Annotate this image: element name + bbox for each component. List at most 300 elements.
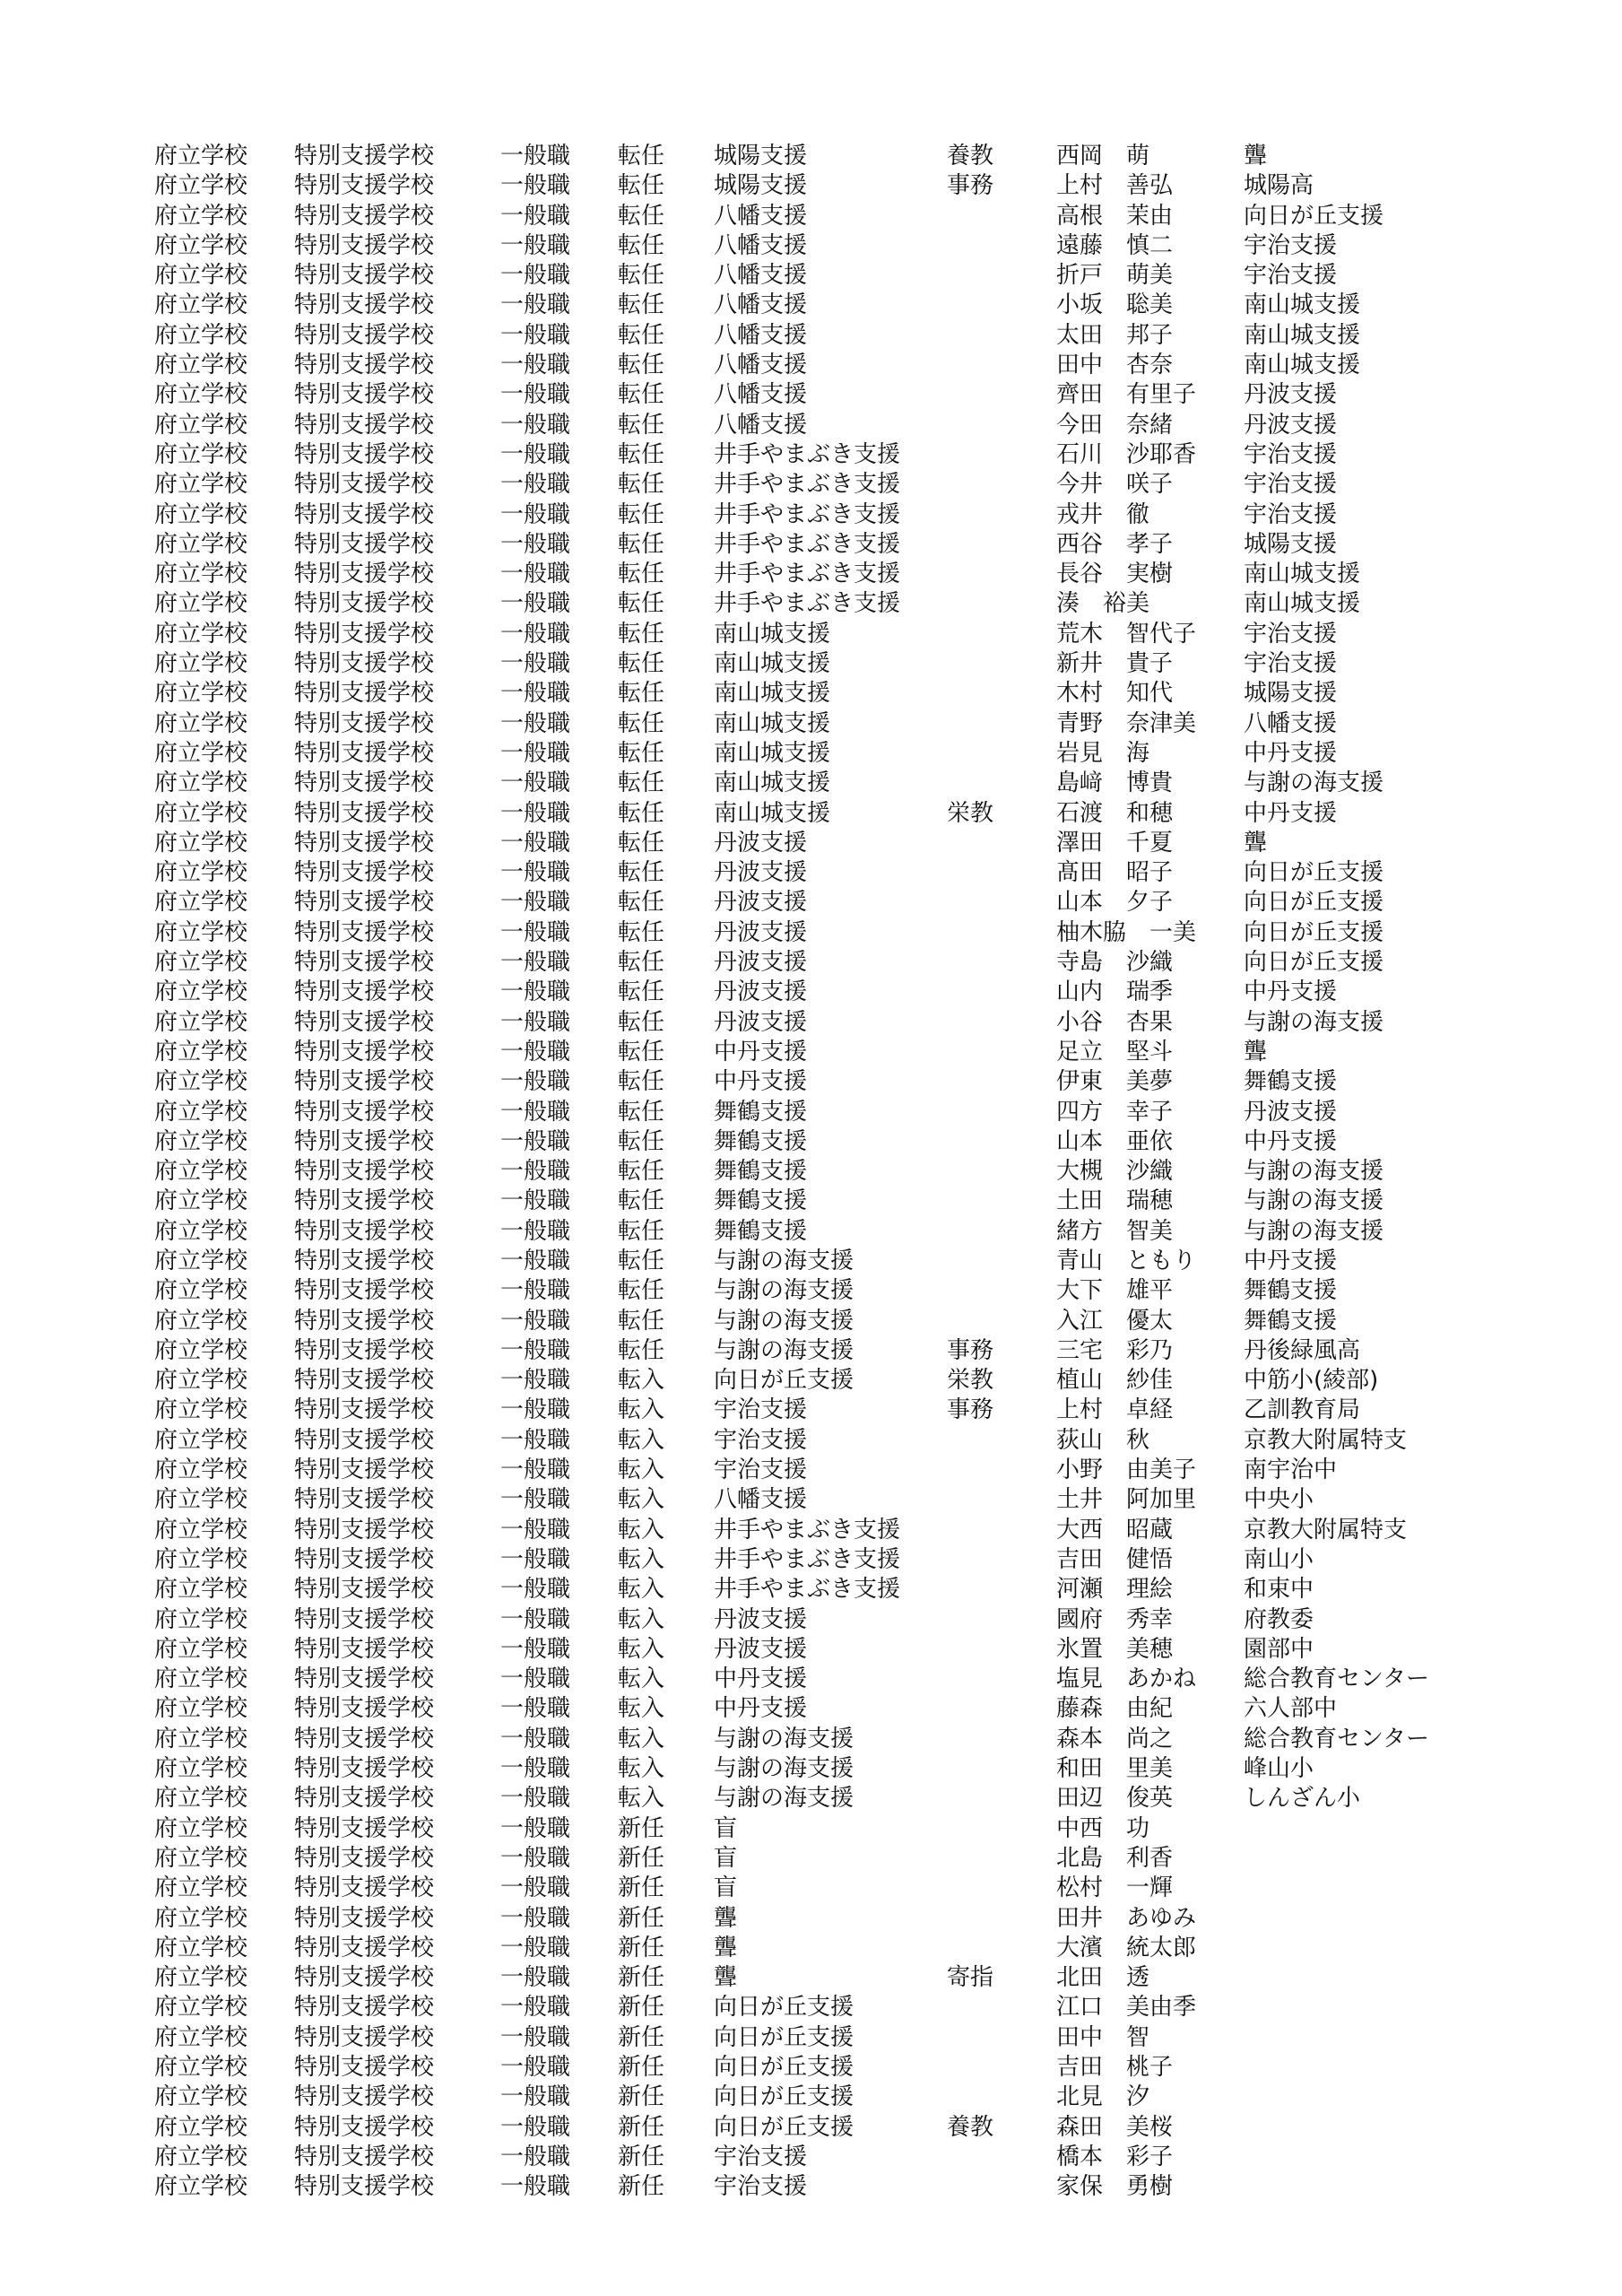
- category-cell: 府立学校: [154, 1844, 248, 1872]
- person-name-cell: 青山 ともり: [1056, 1247, 1197, 1274]
- category-cell: 府立学校: [154, 918, 248, 946]
- transfer-type-cell: 転入: [618, 1516, 665, 1544]
- table-row: [0, 560, 1622, 589]
- transfer-type-cell: 転入: [618, 1486, 665, 1514]
- transfer-type-cell: 転入: [618, 1755, 665, 1783]
- school-type-cell: 特別支援学校: [294, 202, 435, 230]
- school-type-cell: 特別支援学校: [294, 411, 435, 439]
- person-name-cell: 太田 邦子: [1056, 321, 1174, 349]
- assigned-school-cell: 聾: [714, 1934, 738, 1961]
- transfer-type-cell: 転任: [618, 1217, 665, 1245]
- table-row: [0, 1396, 1622, 1425]
- category-cell: 府立学校: [154, 1994, 248, 2022]
- transfer-type-cell: 転任: [618, 1068, 665, 1096]
- category-cell: 府立学校: [154, 530, 248, 558]
- category-cell: 府立学校: [154, 561, 248, 588]
- table-row: [0, 589, 1622, 619]
- transfer-type-cell: 転入: [618, 1635, 665, 1663]
- job-class-cell: 一般職: [500, 2054, 571, 2081]
- transfer-type-cell: 転任: [618, 620, 665, 648]
- table-row: [0, 2083, 1622, 2112]
- job-class-cell: 一般職: [500, 1635, 571, 1663]
- person-name-cell: 西岡 萌: [1056, 143, 1150, 170]
- school-type-cell: 特別支援学校: [294, 1187, 435, 1215]
- person-name-cell: 石川 沙耶香: [1056, 440, 1197, 468]
- school-type-cell: 特別支援学校: [294, 381, 435, 409]
- assigned-school-cell: 南山城支援: [714, 680, 831, 708]
- transfer-type-cell: 転入: [618, 1457, 665, 1484]
- job-class-cell: 一般職: [500, 1576, 571, 1604]
- assigned-school-cell: 舞鶴支援: [714, 1187, 808, 1215]
- assigned-school-cell: 南山城支援: [714, 770, 831, 797]
- assigned-school-cell: 向日が丘支援: [714, 2083, 854, 2111]
- category-cell: 府立学校: [154, 1964, 248, 1992]
- table-row: [0, 1874, 1622, 1903]
- category-cell: 府立学校: [154, 440, 248, 468]
- job-class-cell: 一般職: [500, 1844, 571, 1872]
- transfer-type-cell: 転任: [618, 143, 665, 170]
- transfer-type-cell: 新任: [618, 1994, 665, 2022]
- transfer-type-cell: 新任: [618, 2054, 665, 2081]
- assigned-school-cell: 井手やまぶき支援: [714, 500, 901, 528]
- table-row: [0, 1187, 1622, 1216]
- job-class-cell: 一般職: [500, 561, 571, 588]
- table-row: [0, 888, 1622, 918]
- assigned-school-cell: 八幡支援: [714, 411, 808, 439]
- person-name-cell: 澤田 千夏: [1056, 829, 1174, 857]
- table-row: [0, 321, 1622, 351]
- category-cell: 府立学校: [154, 2083, 248, 2111]
- transfer-type-cell: 転入: [618, 1605, 665, 1633]
- assigned-school-cell: 丹波支援: [714, 978, 808, 1006]
- previous-school-cell: 丹波支援: [1244, 381, 1338, 409]
- transfer-type-cell: 転任: [618, 1187, 665, 1215]
- person-name-cell: 北見 汐: [1056, 2083, 1150, 2111]
- school-type-cell: 特別支援学校: [294, 1038, 435, 1065]
- job-class-cell: 一般職: [500, 1396, 571, 1424]
- school-type-cell: 特別支援学校: [294, 1367, 435, 1395]
- table-row: [0, 530, 1622, 560]
- category-cell: 府立学校: [154, 1068, 248, 1096]
- previous-school-cell: 峰山小: [1244, 1755, 1314, 1783]
- category-cell: 府立学校: [154, 1367, 248, 1395]
- school-type-cell: 特別支援学校: [294, 2113, 435, 2141]
- school-type-cell: 特別支援学校: [294, 143, 435, 170]
- transfer-type-cell: 転任: [618, 590, 665, 618]
- table-row: [0, 948, 1622, 978]
- previous-school-cell: 城陽支援: [1244, 530, 1338, 558]
- job-class-cell: 一般職: [500, 889, 571, 917]
- category-cell: 府立学校: [154, 1785, 248, 1813]
- transfer-type-cell: 転任: [618, 650, 665, 678]
- table-row: [0, 1067, 1622, 1097]
- job-class-cell: 一般職: [500, 1665, 571, 1693]
- transfer-type-cell: 新任: [618, 1874, 665, 1902]
- assigned-school-cell: 南山城支援: [714, 799, 831, 827]
- table-row: [0, 1605, 1622, 1635]
- school-type-cell: 特別支援学校: [294, 620, 435, 648]
- person-name-cell: 小野 由美子: [1056, 1457, 1197, 1484]
- previous-school-cell: 園部中: [1244, 1635, 1314, 1663]
- position-cell: 事務: [947, 1336, 994, 1364]
- school-type-cell: 特別支援学校: [294, 231, 435, 259]
- assigned-school-cell: 丹波支援: [714, 889, 808, 917]
- category-cell: 府立学校: [154, 770, 248, 797]
- category-cell: 府立学校: [154, 1098, 248, 1126]
- assigned-school-cell: 聾: [714, 1904, 738, 1932]
- transfer-type-cell: 転任: [618, 889, 665, 917]
- category-cell: 府立学校: [154, 680, 248, 708]
- assigned-school-cell: 宇治支援: [714, 2173, 808, 2201]
- assigned-school-cell: 舞鶴支援: [714, 1098, 808, 1126]
- job-class-cell: 一般職: [500, 1545, 571, 1573]
- table-row: [0, 1247, 1622, 1276]
- position-cell: 栄教: [947, 1367, 994, 1395]
- transfer-type-cell: 転任: [618, 500, 665, 528]
- school-type-cell: 特別支援学校: [294, 471, 435, 499]
- assigned-school-cell: 宇治支援: [714, 2143, 808, 2170]
- previous-school-cell: 向日が丘支援: [1244, 889, 1384, 917]
- category-cell: 府立学校: [154, 1934, 248, 1961]
- person-name-cell: 塩見 あかね: [1056, 1665, 1197, 1693]
- school-type-cell: 特別支援学校: [294, 709, 435, 737]
- school-type-cell: 特別支援学校: [294, 1486, 435, 1514]
- table-row: [0, 171, 1622, 201]
- transfer-type-cell: 転任: [618, 1127, 665, 1155]
- table-row: [0, 829, 1622, 858]
- assigned-school-cell: 南山城支援: [714, 620, 831, 648]
- job-class-cell: 一般職: [500, 1247, 571, 1274]
- job-class-cell: 一般職: [500, 1277, 571, 1305]
- transfer-type-cell: 転任: [618, 231, 665, 259]
- previous-school-cell: 城陽支援: [1244, 680, 1338, 708]
- assigned-school-cell: 八幡支援: [714, 352, 808, 379]
- previous-school-cell: 総合教育センター: [1244, 1725, 1429, 1752]
- person-name-cell: 湊 裕美: [1056, 590, 1150, 618]
- assigned-school-cell: 井手やまぶき支援: [714, 1545, 901, 1573]
- table-row: [0, 1127, 1622, 1157]
- person-name-cell: 三宅 彩乃: [1056, 1336, 1174, 1364]
- category-cell: 府立学校: [154, 650, 248, 678]
- category-cell: 府立学校: [154, 1545, 248, 1573]
- job-class-cell: 一般職: [500, 1038, 571, 1065]
- person-name-cell: 和田 里美: [1056, 1755, 1174, 1783]
- assigned-school-cell: 丹波支援: [714, 949, 808, 977]
- job-class-cell: 一般職: [500, 1486, 571, 1514]
- table-row: [0, 500, 1622, 530]
- table-row: [0, 739, 1622, 769]
- job-class-cell: 一般職: [500, 1934, 571, 1961]
- transfer-type-cell: 転任: [618, 1247, 665, 1274]
- assigned-school-cell: 八幡支援: [714, 262, 808, 290]
- table-row: [0, 440, 1622, 470]
- table-row: [0, 1157, 1622, 1187]
- person-name-cell: 國府 秀幸: [1056, 1605, 1174, 1633]
- previous-school-cell: 南宇治中: [1244, 1457, 1338, 1484]
- category-cell: 府立学校: [154, 500, 248, 528]
- person-name-cell: 大槻 沙織: [1056, 1158, 1174, 1186]
- table-row: [0, 1934, 1622, 1963]
- previous-school-cell: 与謝の海支援: [1244, 1217, 1384, 1245]
- transfer-type-cell: 転任: [618, 709, 665, 737]
- transfer-type-cell: 転任: [618, 1038, 665, 1065]
- job-class-cell: 一般職: [500, 739, 571, 767]
- transfer-type-cell: 新任: [618, 1814, 665, 1842]
- assigned-school-cell: 井手やまぶき支援: [714, 1576, 901, 1604]
- transfer-type-cell: 転入: [618, 1695, 665, 1723]
- school-type-cell: 特別支援学校: [294, 829, 435, 857]
- assigned-school-cell: 丹波支援: [714, 918, 808, 946]
- school-type-cell: 特別支援学校: [294, 500, 435, 528]
- category-cell: 府立学校: [154, 709, 248, 737]
- job-class-cell: 一般職: [500, 291, 571, 319]
- previous-school-cell: 宇治支援: [1244, 650, 1338, 678]
- table-row: [0, 1963, 1622, 1993]
- transfer-type-cell: 転任: [618, 471, 665, 499]
- category-cell: 府立学校: [154, 411, 248, 439]
- transfer-type-cell: 新任: [618, 1904, 665, 1932]
- job-class-cell: 一般職: [500, 709, 571, 737]
- person-name-cell: 田中 杏奈: [1056, 352, 1174, 379]
- category-cell: 府立学校: [154, 590, 248, 618]
- transfer-type-cell: 転任: [618, 1307, 665, 1335]
- assigned-school-cell: 舞鶴支援: [714, 1127, 808, 1155]
- transfer-type-cell: 転任: [618, 680, 665, 708]
- transfer-type-cell: 転任: [618, 262, 665, 290]
- school-type-cell: 特別支援学校: [294, 1874, 435, 1902]
- person-name-cell: 長谷 実樹: [1056, 561, 1174, 588]
- previous-school-cell: 中筋小(綾部): [1244, 1367, 1379, 1395]
- job-class-cell: 一般職: [500, 1457, 571, 1484]
- previous-school-cell: 六人部中: [1244, 1695, 1338, 1723]
- category-cell: 府立学校: [154, 2143, 248, 2170]
- person-name-cell: 寺島 沙織: [1056, 949, 1174, 977]
- previous-school-cell: 与謝の海支援: [1244, 770, 1384, 797]
- person-name-cell: 岩見 海: [1056, 739, 1150, 767]
- category-cell: 府立学校: [154, 889, 248, 917]
- school-type-cell: 特別支援学校: [294, 978, 435, 1006]
- person-name-cell: 高根 茉由: [1056, 202, 1174, 230]
- job-class-cell: 一般職: [500, 650, 571, 678]
- category-cell: 府立学校: [154, 1725, 248, 1752]
- previous-school-cell: 舞鶴支援: [1244, 1277, 1338, 1305]
- assigned-school-cell: 聾: [714, 1964, 738, 1992]
- assigned-school-cell: 八幡支援: [714, 1486, 808, 1514]
- category-cell: 府立学校: [154, 1336, 248, 1364]
- transfer-type-cell: 転任: [618, 739, 665, 767]
- previous-school-cell: 八幡支援: [1244, 709, 1338, 737]
- school-type-cell: 特別支援学校: [294, 680, 435, 708]
- category-cell: 府立学校: [154, 2023, 248, 2051]
- transfer-type-cell: 転入: [618, 1576, 665, 1604]
- table-row: [0, 1904, 1622, 1934]
- job-class-cell: 一般職: [500, 1008, 571, 1036]
- table-row: [0, 1694, 1622, 1724]
- job-class-cell: 一般職: [500, 1068, 571, 1096]
- assigned-school-cell: 丹波支援: [714, 829, 808, 857]
- person-name-cell: 戎井 徹: [1056, 500, 1150, 528]
- person-name-cell: 小坂 聡美: [1056, 291, 1174, 319]
- person-name-cell: 大濱 統太郎: [1056, 1934, 1197, 1961]
- school-type-cell: 特別支援学校: [294, 1994, 435, 2022]
- category-cell: 府立学校: [154, 2173, 248, 2201]
- school-type-cell: 特別支援学校: [294, 1844, 435, 1872]
- transfer-type-cell: 転入: [618, 1725, 665, 1752]
- assigned-school-cell: 向日が丘支援: [714, 2023, 854, 2051]
- school-type-cell: 特別支援学校: [294, 1545, 435, 1573]
- school-type-cell: 特別支援学校: [294, 1277, 435, 1305]
- job-class-cell: 一般職: [500, 1367, 571, 1395]
- job-class-cell: 一般職: [500, 918, 571, 946]
- category-cell: 府立学校: [154, 1247, 248, 1274]
- person-name-cell: 上村 卓経: [1056, 1396, 1174, 1424]
- previous-school-cell: 和束中: [1244, 1576, 1314, 1604]
- job-class-cell: 一般職: [500, 620, 571, 648]
- category-cell: 府立学校: [154, 1158, 248, 1186]
- previous-school-cell: 城陽高: [1244, 172, 1314, 200]
- assigned-school-cell: 中丹支援: [714, 1665, 808, 1693]
- previous-school-cell: 中丹支援: [1244, 1247, 1338, 1274]
- previous-school-cell: しんざん小: [1244, 1785, 1361, 1813]
- assigned-school-cell: 宇治支援: [714, 1396, 808, 1424]
- person-name-cell: 入江 優太: [1056, 1307, 1174, 1335]
- job-class-cell: 一般職: [500, 1187, 571, 1215]
- person-name-cell: 大西 昭蔵: [1056, 1516, 1174, 1544]
- assigned-school-cell: 井手やまぶき支援: [714, 530, 901, 558]
- table-row: [0, 1426, 1622, 1456]
- assigned-school-cell: 向日が丘支援: [714, 2054, 854, 2081]
- previous-school-cell: 宇治支援: [1244, 231, 1338, 259]
- person-name-cell: 髙田 昭子: [1056, 859, 1174, 887]
- person-name-cell: 河瀬 理絵: [1056, 1576, 1174, 1604]
- category-cell: 府立学校: [154, 1814, 248, 1842]
- school-type-cell: 特別支援学校: [294, 1934, 435, 1961]
- person-name-cell: 植山 紗佳: [1056, 1367, 1174, 1395]
- previous-school-cell: 舞鶴支援: [1244, 1068, 1338, 1096]
- transfer-type-cell: 転任: [618, 770, 665, 797]
- transfer-type-cell: 新任: [618, 1844, 665, 1872]
- table-row: [0, 858, 1622, 888]
- transfer-type-cell: 転入: [618, 1426, 665, 1454]
- person-name-cell: 今井 咲子: [1056, 471, 1174, 499]
- assigned-school-cell: 盲: [714, 1874, 738, 1902]
- person-name-cell: 山本 亜依: [1056, 1127, 1174, 1155]
- school-type-cell: 特別支援学校: [294, 2054, 435, 2081]
- job-class-cell: 一般職: [500, 1605, 571, 1633]
- person-name-cell: 木村 知代: [1056, 680, 1174, 708]
- person-name-cell: 森田 美桜: [1056, 2113, 1174, 2141]
- category-cell: 府立学校: [154, 231, 248, 259]
- person-name-cell: 新井 貴子: [1056, 650, 1174, 678]
- category-cell: 府立学校: [154, 1874, 248, 1902]
- person-name-cell: 田井 あゆみ: [1056, 1904, 1197, 1932]
- job-class-cell: 一般職: [500, 1516, 571, 1544]
- job-class-cell: 一般職: [500, 1785, 571, 1813]
- school-type-cell: 特別支援学校: [294, 352, 435, 379]
- school-type-cell: 特別支援学校: [294, 1307, 435, 1335]
- school-type-cell: 特別支援学校: [294, 1695, 435, 1723]
- assigned-school-cell: 井手やまぶき支援: [714, 440, 901, 468]
- person-name-cell: 上村 善弘: [1056, 172, 1174, 200]
- job-class-cell: 一般職: [500, 1158, 571, 1186]
- category-cell: 府立学校: [154, 739, 248, 767]
- school-type-cell: 特別支援学校: [294, 1158, 435, 1186]
- category-cell: 府立学校: [154, 1755, 248, 1783]
- job-class-cell: 一般職: [500, 1904, 571, 1932]
- category-cell: 府立学校: [154, 1127, 248, 1155]
- school-type-cell: 特別支援学校: [294, 1904, 435, 1932]
- person-name-cell: 江口 美由季: [1056, 1994, 1197, 2022]
- category-cell: 府立学校: [154, 172, 248, 200]
- previous-school-cell: 聾: [1244, 143, 1268, 170]
- school-type-cell: 特別支援学校: [294, 1426, 435, 1454]
- previous-school-cell: 丹波支援: [1244, 1098, 1338, 1126]
- category-cell: 府立学校: [154, 2054, 248, 2081]
- transfer-type-cell: 新任: [618, 2143, 665, 2170]
- category-cell: 府立学校: [154, 799, 248, 827]
- previous-school-cell: 京教大附属特支: [1244, 1516, 1408, 1544]
- previous-school-cell: 与謝の海支援: [1244, 1008, 1384, 1036]
- previous-school-cell: 聾: [1244, 829, 1268, 857]
- transfer-type-cell: 転任: [618, 1008, 665, 1036]
- assigned-school-cell: 丹波支援: [714, 1635, 808, 1663]
- person-name-cell: 森本 尚之: [1056, 1725, 1174, 1752]
- school-type-cell: 特別支援学校: [294, 561, 435, 588]
- transfer-type-cell: 新任: [618, 2113, 665, 2141]
- assigned-school-cell: 与謝の海支援: [714, 1785, 854, 1813]
- school-type-cell: 特別支援学校: [294, 1814, 435, 1842]
- assigned-school-cell: 井手やまぶき支援: [714, 1516, 901, 1544]
- school-type-cell: 特別支援学校: [294, 530, 435, 558]
- table-row: [0, 261, 1622, 291]
- job-class-cell: 一般職: [500, 1964, 571, 1992]
- category-cell: 府立学校: [154, 829, 248, 857]
- transfer-type-cell: 転任: [618, 530, 665, 558]
- assigned-school-cell: 向日が丘支援: [714, 1994, 854, 2022]
- category-cell: 府立学校: [154, 1396, 248, 1424]
- school-type-cell: 特別支援学校: [294, 1755, 435, 1783]
- school-type-cell: 特別支援学校: [294, 291, 435, 319]
- previous-school-cell: 宇治支援: [1244, 620, 1338, 648]
- job-class-cell: 一般職: [500, 949, 571, 977]
- previous-school-cell: 舞鶴支援: [1244, 1307, 1338, 1335]
- school-type-cell: 特別支援学校: [294, 1457, 435, 1484]
- person-name-cell: 足立 堅斗: [1056, 1038, 1174, 1065]
- previous-school-cell: 聾: [1244, 1038, 1268, 1065]
- table-row: [0, 142, 1622, 171]
- table-row: [0, 1545, 1622, 1575]
- category-cell: 府立学校: [154, 1635, 248, 1663]
- category-cell: 府立学校: [154, 1038, 248, 1065]
- previous-school-cell: 南山城支援: [1244, 561, 1361, 588]
- previous-school-cell: 南山城支援: [1244, 291, 1361, 319]
- table-row: [0, 709, 1622, 739]
- job-class-cell: 一般職: [500, 500, 571, 528]
- assigned-school-cell: 与謝の海支援: [714, 1755, 854, 1783]
- job-class-cell: 一般職: [500, 590, 571, 618]
- table-row: [0, 769, 1622, 798]
- job-class-cell: 一般職: [500, 411, 571, 439]
- job-class-cell: 一般職: [500, 262, 571, 290]
- table-row: [0, 1038, 1622, 1067]
- school-type-cell: 特別支援学校: [294, 1247, 435, 1274]
- assigned-school-cell: 丹波支援: [714, 1605, 808, 1633]
- category-cell: 府立学校: [154, 1605, 248, 1633]
- assigned-school-cell: 宇治支援: [714, 1426, 808, 1454]
- table-row: [0, 1754, 1622, 1784]
- assigned-school-cell: 井手やまぶき支援: [714, 471, 901, 499]
- assigned-school-cell: 中丹支援: [714, 1695, 808, 1723]
